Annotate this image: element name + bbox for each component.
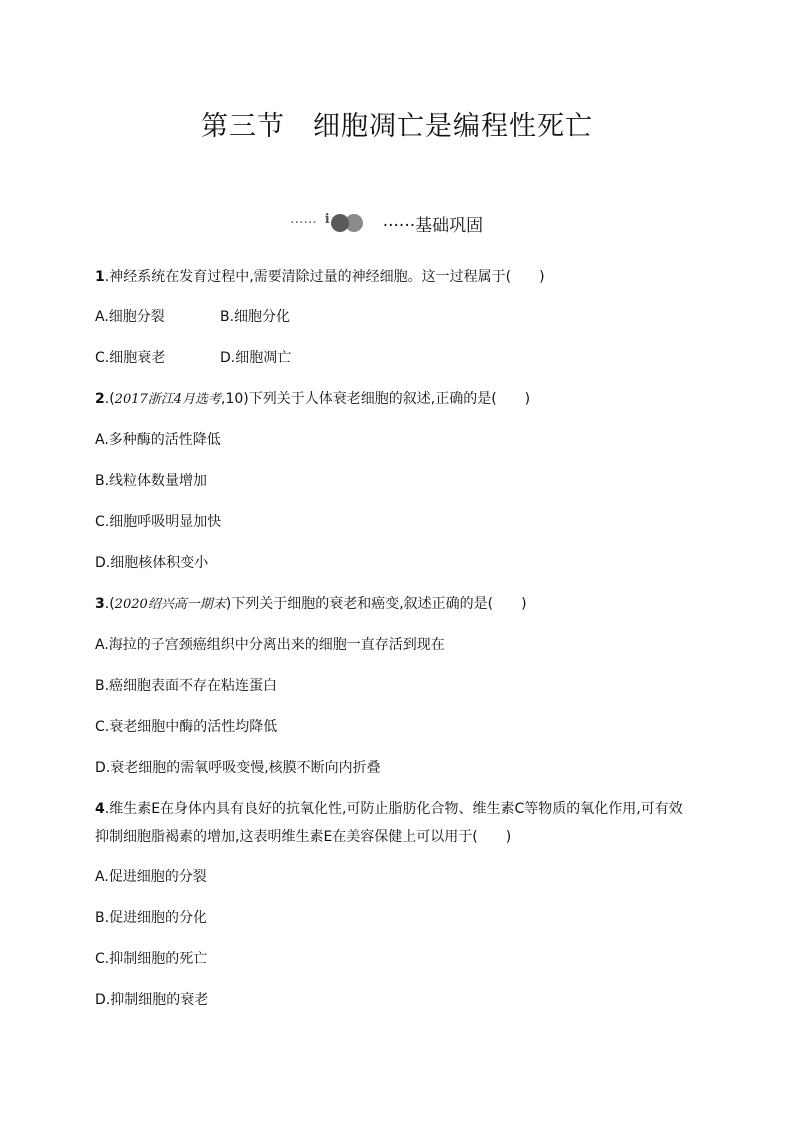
question-4-option-b: B.促进细胞的分化 [95, 910, 208, 926]
question-3-option-d: D.衰老细胞的需氧呼吸变慢,核膜不断向内折叠 [95, 760, 381, 776]
dotted-leader: ······ [290, 215, 317, 231]
question-1-stem: 1.神经系统在发育过程中,需要清除过量的神经细胞。这一过程属于( ) [95, 269, 545, 285]
question-2-option-c: C.细胞呼吸明显加快 [95, 514, 222, 530]
question-2-source: 2017浙江4月选考 [114, 392, 222, 407]
page-title: 第三节 细胞凋亡是编程性死亡 [201, 111, 593, 142]
question-3-stem: 3.(2020绍兴高一期末)下列关于细胞的衰老和癌变,叙述正确的是( ) [95, 596, 527, 612]
question-2-option-d: D.细胞核体积变小 [95, 555, 209, 571]
question-1-option-a: A.细胞分裂 [95, 309, 165, 325]
section-header [290, 210, 483, 236]
question-2-stem: 2.(2017浙江4月选考,10)下列关于人体衰老细胞的叙述,正确的是( ) [95, 391, 531, 407]
question-3-option-b: B.癌细胞表面不存在粘连蛋白 [95, 678, 278, 694]
question-4-option-d: D.抑制细胞的衰老 [95, 992, 209, 1008]
section-emblem-icon: i [325, 212, 369, 234]
question-4-option-a: A.促进细胞的分裂 [95, 869, 207, 885]
question-1-option-c: C.细胞衰老 [95, 350, 166, 366]
question-4-stem-line-2: 抑制细胞脂褐素的增加,这表明维生素E在美容保健上可以用于( ) [95, 829, 512, 845]
question-4-option-c: C.抑制细胞的死亡 [95, 951, 208, 967]
question-3-option-a: A.海拉的子宫颈癌组织中分离出来的细胞一直存活到现在 [95, 637, 445, 653]
question-3-source: 2020绍兴高一期末 [114, 597, 226, 612]
question-2-option-a: A.多种酶的活性降低 [95, 432, 221, 448]
question-3-option-c: C.衰老细胞中酶的活性均降低 [95, 719, 278, 735]
section-label: ······基础巩固 [382, 215, 484, 236]
question-1-option-d: D.细胞凋亡 [220, 350, 292, 366]
question-4-stem-line-1: 4.维生素E在身体内具有良好的抗氧化性,可防止脂肪化合物、维生素C等物质的氧化作用,可有效 [95, 801, 683, 817]
question-1-option-b: B.细胞分化 [220, 309, 291, 325]
question-2-option-b: B.线粒体数量增加 [95, 473, 208, 489]
